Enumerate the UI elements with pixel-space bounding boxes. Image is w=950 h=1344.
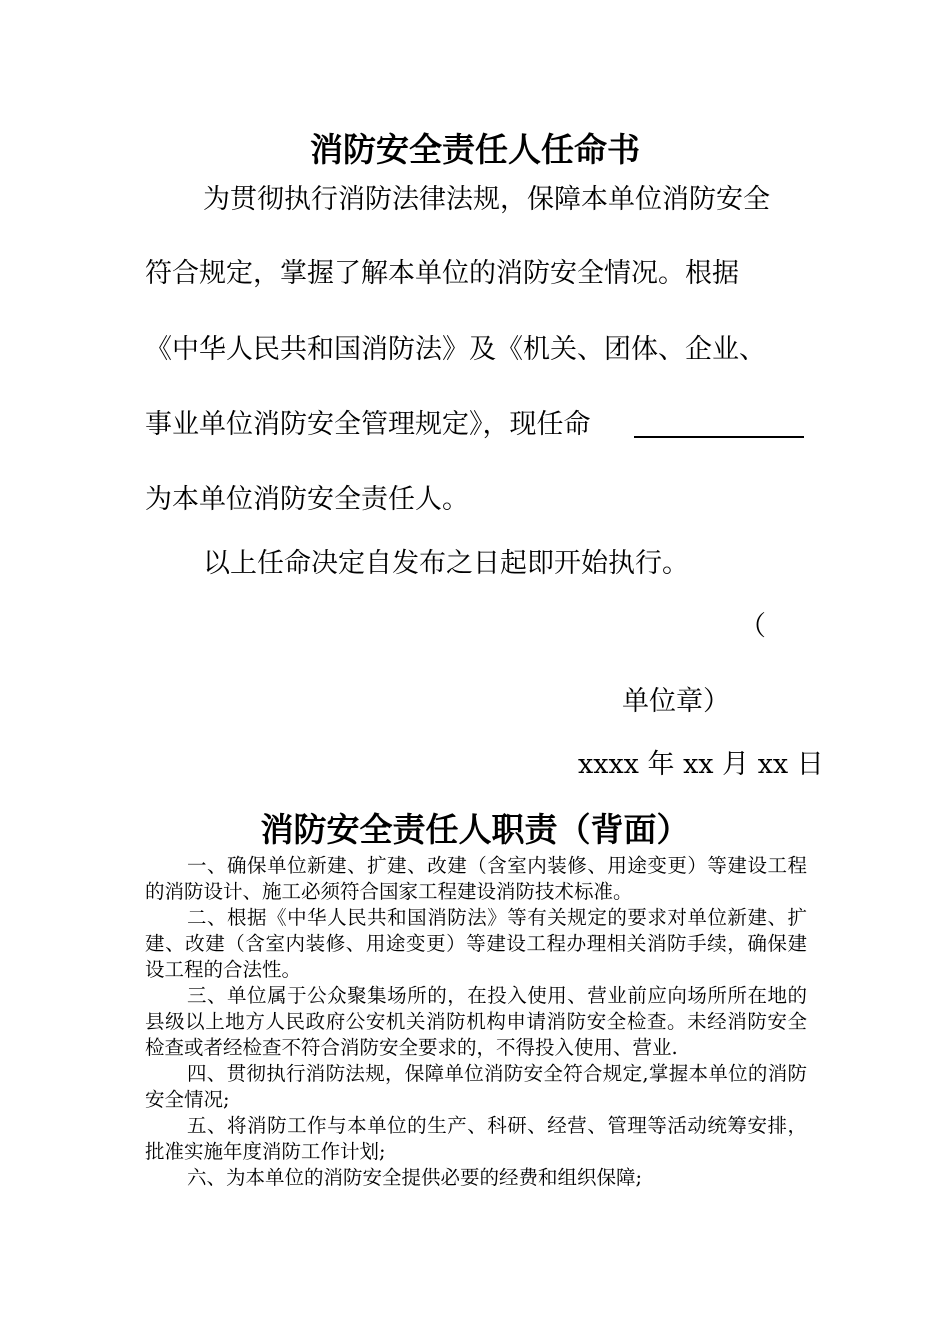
appointment-title: 消防安全责任人任命书 [310, 130, 640, 169]
seal-open-paren: （ [739, 611, 766, 642]
duty-item-5: 五、将消防工作与本单位的生产、科研、经营、管理等活动统筹安排，批准实施年度消防工作计划; [145, 1114, 807, 1163]
effective-statement: 以上任命决定自发布之日起即开始执行。 [203, 548, 689, 579]
appointee-blank-underline [634, 436, 804, 438]
appointment-line-1: 为贯彻执行消防法律法规，保障本单位消防安全 [203, 184, 770, 215]
duties-list [145, 853, 807, 1191]
duty-item-2: 二、根据《中华人民共和国消防法》等有关规定的要求对单位新建、扩建、改建（含室内装修、用途变更）等建设工程办理相关消防手续，确保建设工程的合法性。 [145, 906, 807, 981]
duty-item-1: 一、确保单位新建、扩建、改建（含室内装修、用途变更）等建设工程的消防设计、施工必须符合国家工程建设消防技术标准。 [145, 854, 807, 903]
appointment-line-2: 符合规定，掌握了解本单位的消防安全情况。根据 [145, 258, 739, 289]
duty-item-6: 六、为本单位的消防安全提供必要的经费和组织保障; [187, 1166, 643, 1189]
appointment-line-5: 为本单位消防安全责任人。 [145, 484, 469, 515]
appointment-line-3: 《中华人民共和国消防法》及《机关、团体、企业、 [145, 334, 766, 365]
appointment-date: xxxx 年 xx 月 xx 日 [578, 749, 824, 780]
duty-item-4: 四、贯彻执行消防法规，保障单位消防安全符合规定,掌握本单位的消防安全情况; [145, 1062, 807, 1111]
duties-title: 消防安全责任人职责（背面） [260, 810, 690, 849]
duty-item-3: 三、单位属于公众聚集场所的，在投入使用、营业前应向场所所在地的县级以上地方人民政府公安机关消防机构申请消防安全检查。未经消防安全检查或者经检查不符合消防安全要求的，不得投入使用、营业. [145, 984, 807, 1059]
appointment-line-4: 事业单位消防安全管理规定》，现任命 [145, 409, 591, 440]
unit-seal-label: 单位章） [622, 686, 730, 717]
